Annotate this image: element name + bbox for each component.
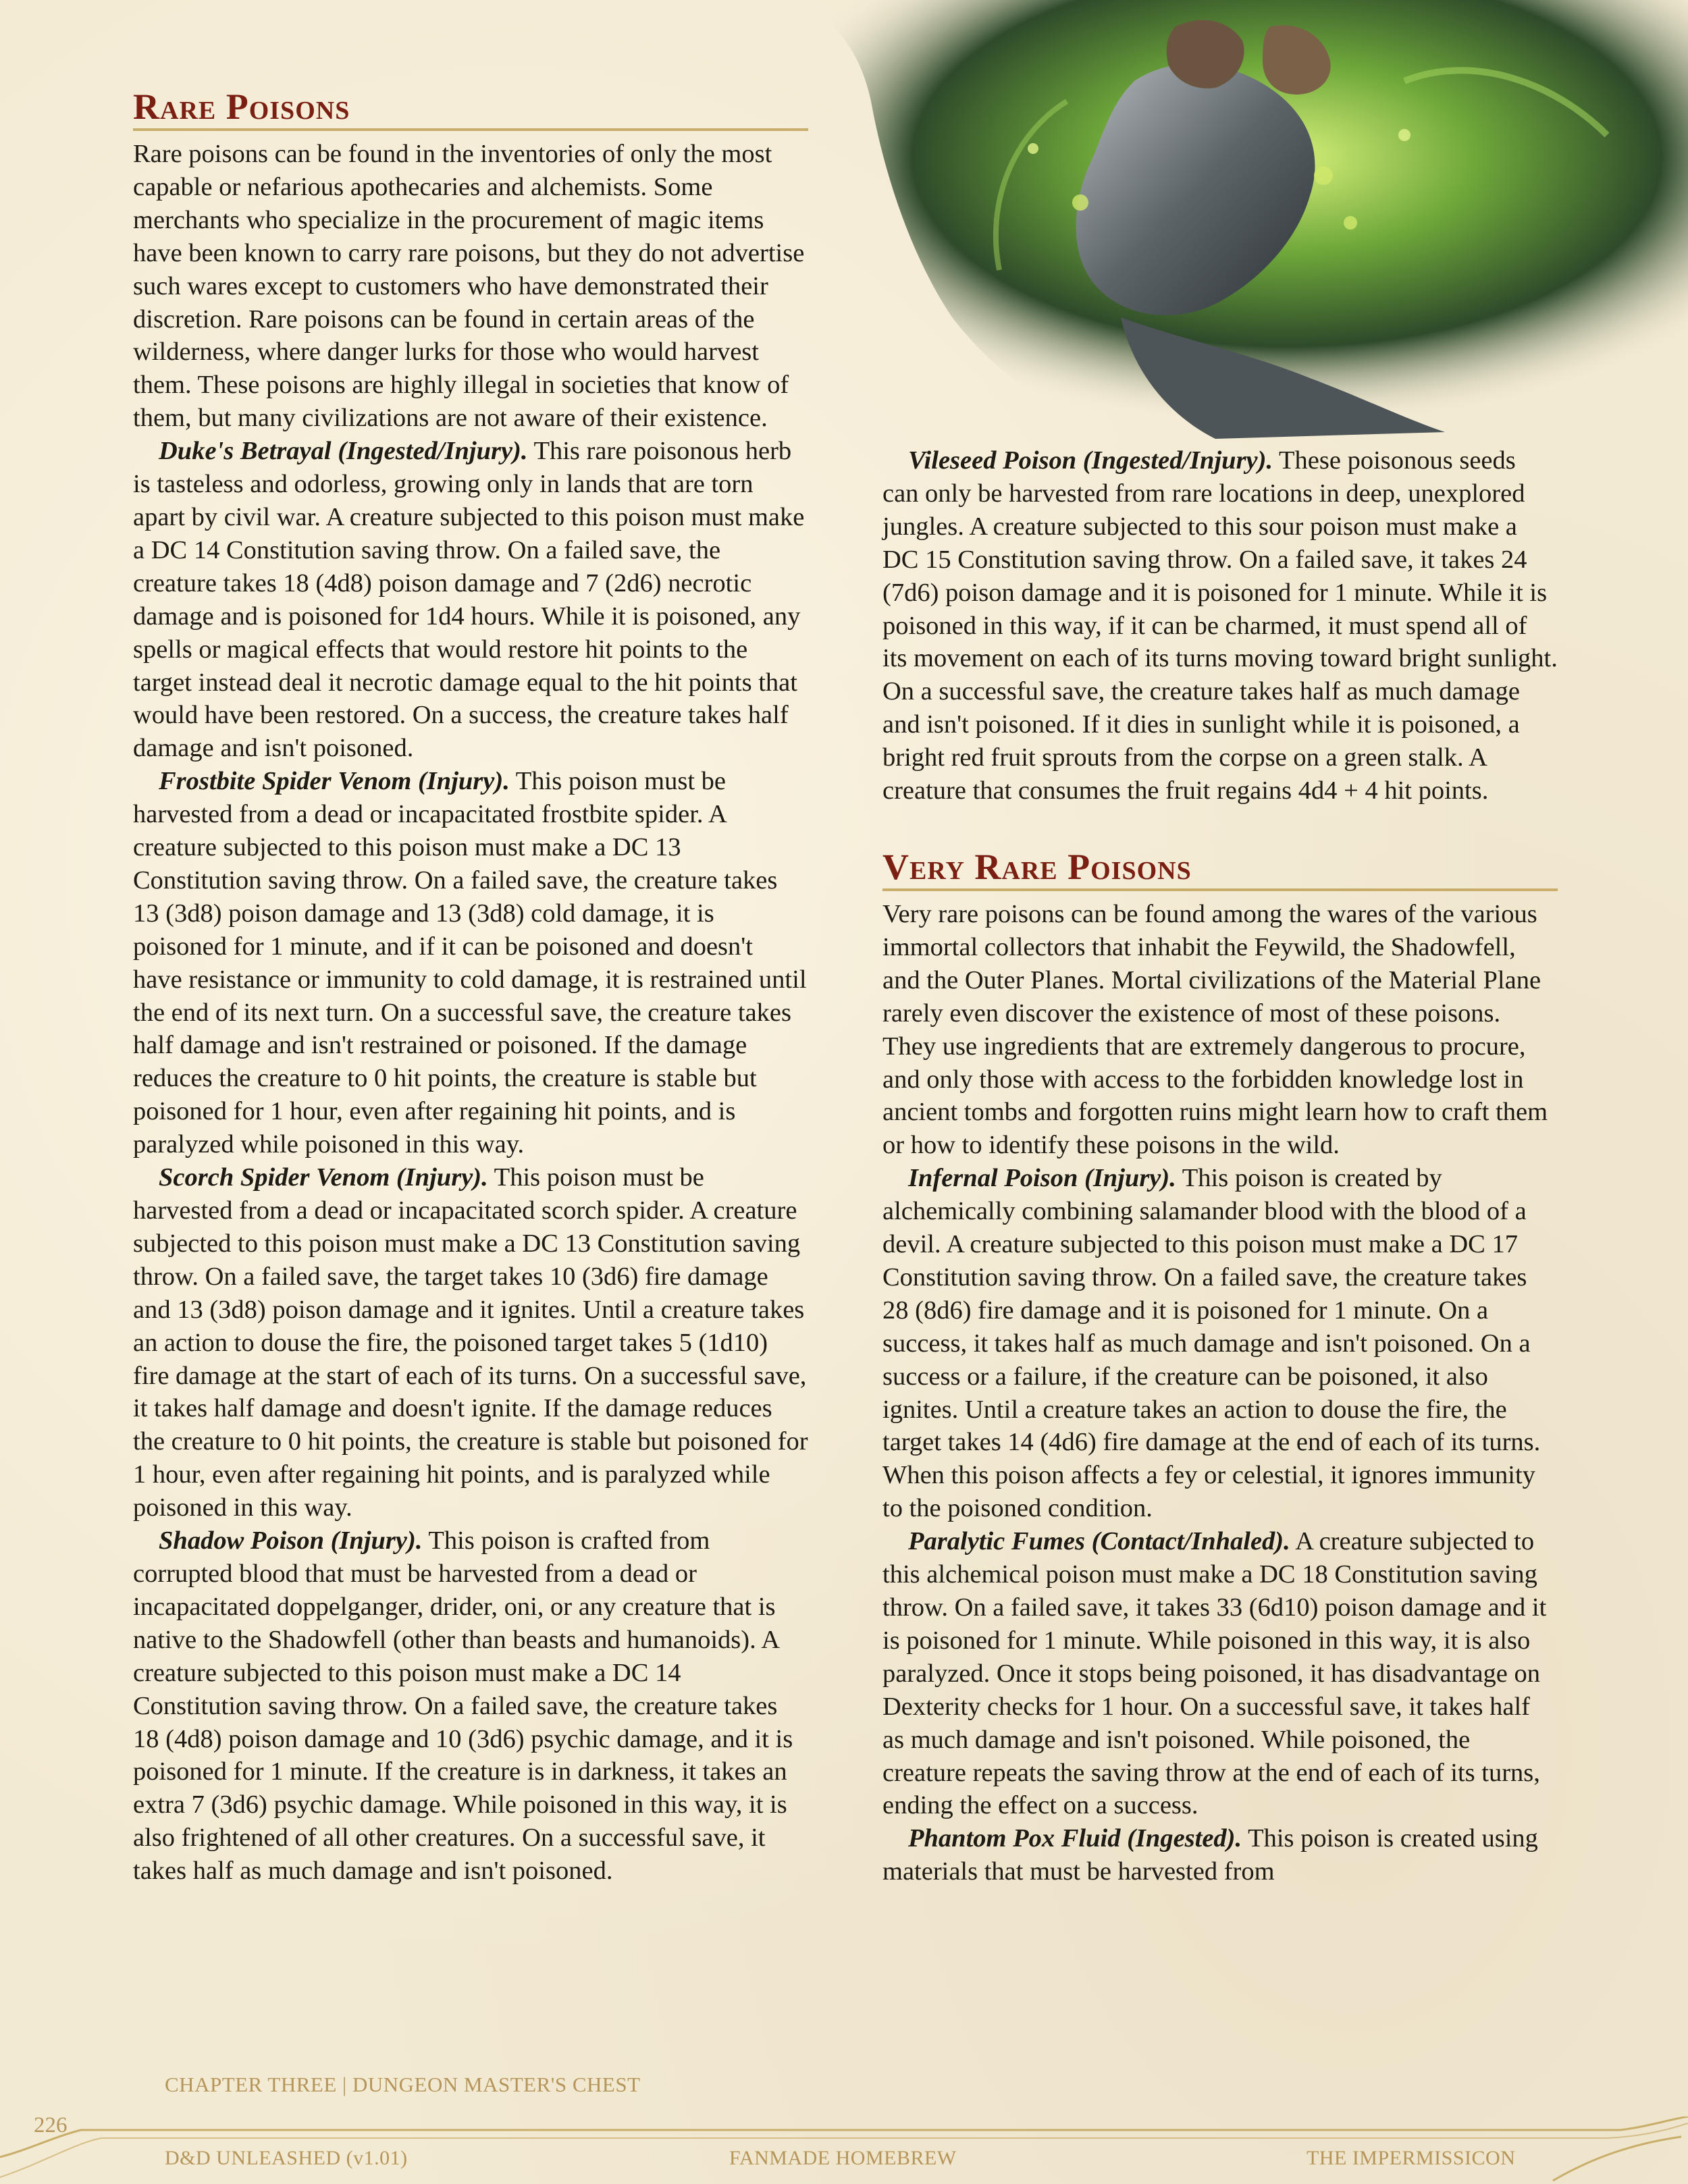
poison-entry-text: This poison is created using materials that must be harvested from [882,1824,1538,1886]
poison-entry-phantom-pox-fluid [882,1822,1558,1888]
poison-entry-title: Duke's Betrayal (Ingested/Injury). [159,437,528,466]
left-column [133,86,808,1888]
poison-entry-title: Frostbite Spider Venom (Injury). [159,767,510,796]
poison-entry-title: Scorch Spider Venom (Injury). [159,1163,488,1192]
poison-entry-shadow-poison [133,1524,808,1888]
rare-poisons-intro: Rare poisons can be found in the inventories of only the most capable or nefarious apothecaries and alchemists. Some merchants who specialize in the procurement of magic items have been known to carry rare poisons, but they do not advertise such wares except to customers who have demonstrated their discretion. Rare poisons can be found in certain areas of the wilderness, where danger lurks for those who would harvest them. These poisons are highly illegal in societies that know of them, but many civilizations are not aware of their existence. [133,140,805,433]
poison-entry-title: Vileseed Poison (Ingested/Injury). [908,446,1273,475]
poison-entry-text: This rare poisonous herb is tasteless and odorless, growing only in lands that are torn apart by civil war. A creature subjected to this poison must make a DC 14 Constitution saving throw. On a failed save, the creature takes 18 (4d8) poison damage and 7 (2d6) necrotic damage and is poisoned for 1d4 hours. While it is poisoned, any spells or magical effects that would restore hit points to the target instead deal it necrotic damage equal to the hit points that would have been restored. On a success, the creature takes half damage and isn't poisoned. [133,437,805,763]
poison-entry-text: This poison must be harvested from a dead or incapacitated scorch spider. A creature subjected to this poison must make a DC 13 Constitution saving throw. On a failed save, the target takes 10 (3d6) fire damage and 13 (3d8) poison damage and it ignites. Until a creature takes an action to douse the fire, the poisoned target takes 5 (1d10) fire damage at the start of each of its turns. On a successful save, it takes half damage and doesn't ignite. If the damage reduces the creature to 0 hit points, the creature is stable but poisoned for 1 hour, even after regaining hit points, and is paralyzed while poisoned in this way. [133,1163,808,1522]
rare-poisons-heading: Rare Poisons [133,86,808,131]
chapter-footer-label: CHAPTER THREE | DUNGEON MASTER'S CHEST [165,2073,641,2096]
poison-entry-text: This poison must be harvested from a dead or incapacitated frostbite spider. A creature subjected to this poison must make a DC 13 Constitution saving throw. On a failed save, the creature takes 13 (3d8) poison damage and 13 (3d8) cold damage, it is poisoned for 1 minute, and if it can be poisoned and doesn't have resistance or immunity to cold damage, it is restrained until the end of its next turn. On a successful save, the creature takes half damage and isn't restrained or poisoned. If the damage reduces the creature to 0 hit points, the creature is stable but poisoned for 1 hour, even after regaining hit points, and is paralyzed while poisoned in this way. [133,767,807,1159]
poison-entry-frostbite-spider-venom [133,765,808,1161]
poisoned-knight-illustration [797,0,1688,473]
page-number: 226 [34,2113,68,2137]
poison-entry-dukes-betrayal [133,435,808,765]
poison-entry-text: This poison is created by alchemically combining salamander blood with the blood of a devil. A creature subjected to this poison must make a DC 17 Constitution saving throw. On a failed save, the creature takes 28 (8d6) fire damage and it is poisoned for 1 minute. On a success, it takes half as much damage and isn't poisoned. On a success or a failure, if the creature can be poisoned, it also ignites. Until a creature takes an action to douse the fire, the target takes 14 (4d6) fire damage at the end of each of its turns. When this poison affects a fey or celestial, it ignores immunity to the poisoned condition. [882,1164,1541,1523]
poison-entry-vileseed-poison [882,444,1558,807]
poison-entry-scorch-spider-venom [133,1161,808,1524]
very-rare-poisons-heading: Very Rare Poisons [882,847,1558,891]
poison-entry-title: Infernal Poison (Injury). [908,1164,1176,1193]
poison-entry-title: Phantom Pox Fluid (Ingested). [908,1824,1242,1853]
poison-entry-text: This poison is crafted from corrupted blood that must be harvested from a dead or incapacitated doppelganger, drider, oni, or any creature that is native to the Shadowfell (other than beasts and humanoids). A creature subjected to this poison must make a DC 14 Constitution saving throw. On a failed save, the creature takes 18 (4d8) poison damage and 10 (3d6) psychic damage, and it is poisoned for 1 minute. If the creature is in darkness, it takes an extra 7 (3d6) psychic damage. While poisoned in this way, it is also frightened of all other creatures. On a successful save, it takes half as much damage and isn't poisoned. [133,1526,793,1886]
poison-entry-infernal-poison [882,1162,1558,1525]
very-rare-poisons-intro: Very rare poisons can be found among the wares of the various immortal collectors that inhabit the Feywild, the Shadowfell, and the Outer Planes. Mortal civilizations of the Material Plane rarely even discover the existence of most of these poisons. They use ingredients that are extremely dangerous to procure, and only those with access to the forbidden knowledge lost in ancient tombs and forgotten ruins might learn how to craft them or how to identify these poisons in the wild. [882,899,1548,1160]
poison-entry-title: Shadow Poison (Injury). [159,1526,423,1555]
footer-homebrew-label: FANMADE HOMEBREW [729,2147,957,2169]
poison-entry-paralytic-fumes [882,1525,1558,1822]
poison-entry-text: A creature subjected to this alchemical poison must make a DC 18 Constitution saving throw. On a failed save, it takes 33 (6d10) poison damage and it is poisoned for 1 minute. While poisoned in this way, it is also paralyzed. Once it stops being poisoned, it has disadvantage on Dexterity checks for 1 hour. On a successful save, it takes half as much damage and isn't poisoned. While poisoned, the creature repeats the saving throw at the end of each of its turns, ending the effect on a success. [882,1527,1547,1820]
right-column [882,444,1558,1888]
footer-author: THE IMPERMISSICON [1307,2147,1516,2169]
footer-book-title: D&D UNLEASHED (v1.01) [165,2147,408,2169]
poison-entry-text: These poisonous seeds can only be harvested from rare locations in deep, unexplored jungles. A creature subjected to this sour poison must make a DC 15 Constitution saving throw. On a failed save, it takes 24 (7d6) poison damage and it is poisoned for 1 minute. While it is poisoned in this way, if it can be charmed, it must spend all of its movement on each of its turns moving toward bright sunlight. On a successful save, the creature takes half as much damage and isn't poisoned. If it dies in sunlight while it is poisoned, a bright red fruit sprouts from the corpse on a green stalk. A creature that consumes the fruit regains 4d4 + 4 hit points. [882,446,1558,805]
poison-entry-title: Paralytic Fumes (Contact/Inhaled). [908,1527,1290,1556]
